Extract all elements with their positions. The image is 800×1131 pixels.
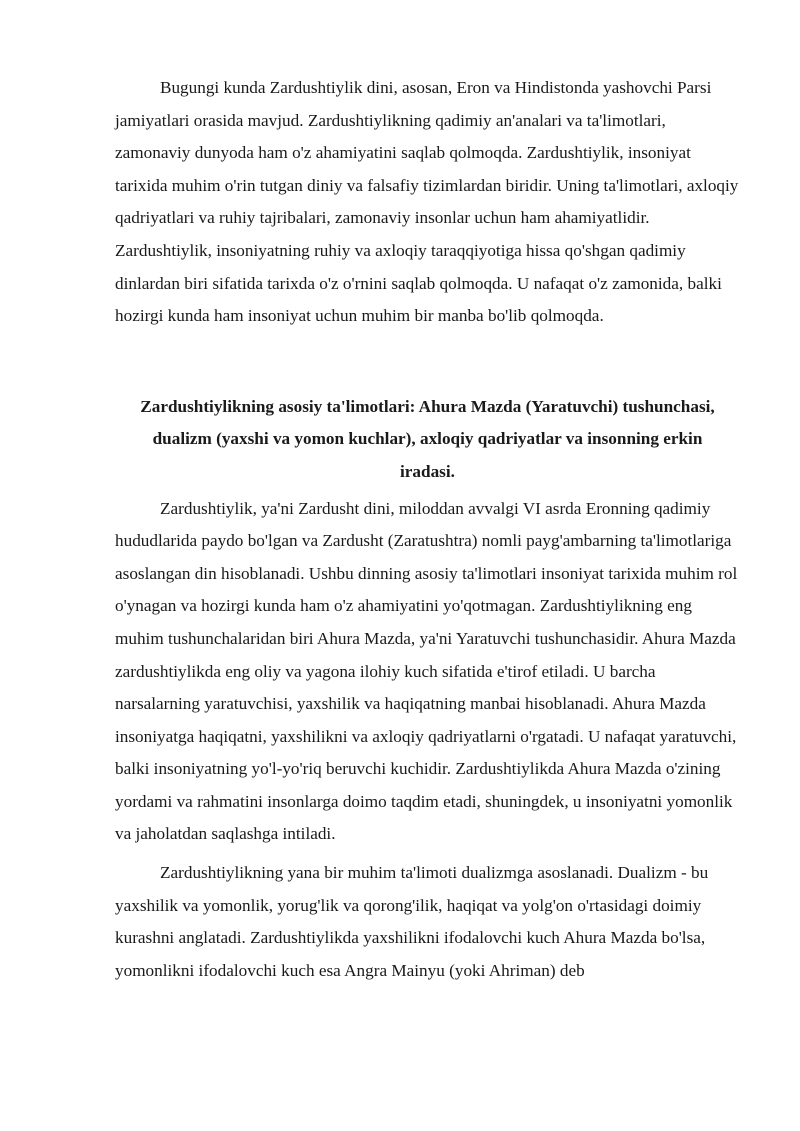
- document-page: [115, 72, 740, 987]
- section-heading: Zardushtiylikning asosiy ta'limotlari: Ahura Mazda (Yaratuvchi) tushunchasi, dualizm (yaxshi va yomon kuchlar), axloqiy qadriyatlar va insonning erkin iradasi.: [140, 396, 715, 481]
- paragraph-intro: Bugungi kunda Zardushtiylik dini, asosan, Eron va Hindistonda yashovchi Parsi jamiyatlari orasida mavjud. Zardushtiylikning qadimiy an'analari va ta'limotlari, zamonaviy dunyoda ham o'z ahamiyatini saqlab qolmoqda. Zardushtiylik, insoniyat tarixida muhim o'rin tutgan diniy va falsafiy tizimlardan biridir. Uning ta'limotlari, axloqiy qadriyatlari va ruhiy tajribalari, zamonaviy insonlar uchun ham ahamiyatlidir. Zardushtiylik, insoniyatning ruhiy va axloqiy taraqqiyotiga hissa qo'shgan qadimiy dinlardan biri sifatida tarixda o'z o'rnini saqlab qolmoqda. U nafaqat o'z zamonida, balki hozirgi kunda ham insoniyat uchun muhim bir manba bo'lib qolmoqda.: [115, 78, 739, 326]
- paragraph-ahura-mazda: Zardushtiylik, ya'ni Zardusht dini, miloddan avvalgi VI asrda Eronning qadimiy hududlarida paydo bo'lgan va Zardusht (Zaratushtra) nomli payg'ambarning ta'limotlariga asoslangan din hisoblanadi. Ushbu dinning asosiy ta'limotlari insoniyat tarixida muhim rol o'ynagan va hozirgi kunda ham o'z ahamiyatini yo'qotmagan. Zardushtiylikning eng muhim tushunchalaridan biri Ahura Mazda, ya'ni Yaratuvchi tushunchasidir. Ahura Mazda zardushtiylikda eng oliy va yagona ilohiy kuch sifatida e'tirof etiladi. U barcha narsalarning yaratuvchisi, yaxshilik va haqiqatning manbai hisoblanadi. Ahura Mazda insoniyatga haqiqatni, yaxshilikni va axloqiy qadriyatlarni o'rgatadi. U nafaqat yaratuvchi, balki insoniyatning yo'l-yo'riq beruvchi kuchidir. Zardushtiylikda Ahura Mazda o'zining yordami va rahmatini insonlarga doimo taqdim etadi, shuningdek, u insoniyatni yomonlik va jaholatdan saqlashga intiladi.: [115, 498, 738, 844]
- paragraph-dualism: Zardushtiylikning yana bir muhim ta'limoti dualizmga asoslanadi. Dualizm - bu yaxshilik va yomonlik, yorug'lik va qorong'ilik, haqiqat va yolg'on o'rtasidagi doimiy kurashni anglatadi. Zardushtiylikda yaxshilikni ifodalovchi kuch Ahura Mazda bo'lsa, yomonlikni ifodalovchi kuch esa Angra Mainyu (yoki Ahriman) deb: [115, 863, 709, 980]
